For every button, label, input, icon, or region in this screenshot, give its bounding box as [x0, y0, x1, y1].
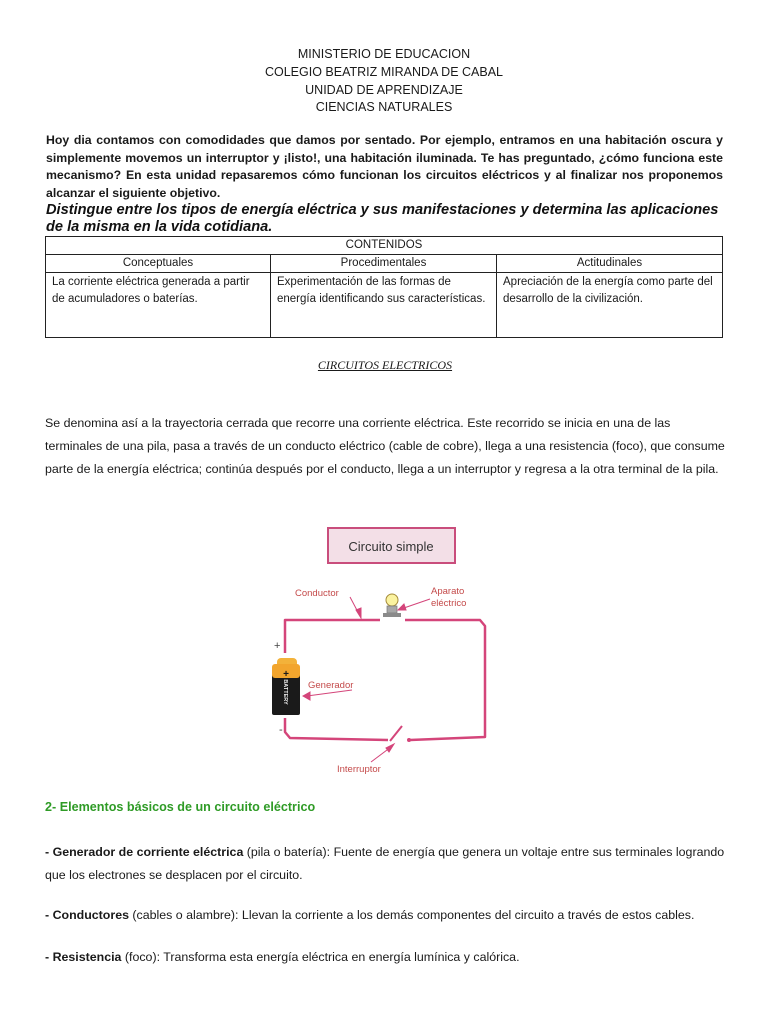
element-item-conductors — [45, 904, 725, 927]
header-ministry: MINISTERIO DE EDUCACION — [297, 47, 471, 61]
contents-table — [45, 236, 723, 338]
cell-conceptuales: La corriente eléctrica generada a partir de acumuladores o baterías. — [46, 273, 271, 338]
element-item-resistance — [45, 946, 725, 969]
element-item-generator — [45, 841, 725, 887]
item-term: - Generador de corriente eléctrica — [45, 845, 244, 859]
circuit-definition-paragraph: Se denomina así a la trayectoria cerrada que recorre una corriente eléctrica. Este recorrido se inicia en una de las terminales de una pila, pasa a través de un conducto eléctrico (cable de cobre), llega a una resistencia (foco), que consume parte de la energía eléctrica; continúa después por el conducto, llega a un interruptor y regresa a la otra terminal de la pila. — [45, 416, 725, 477]
elements-heading: 2- Elementos básicos de un circuito eléctrico — [45, 800, 316, 814]
aparato-label-line2: eléctrico — [431, 598, 467, 609]
column-header-conceptuales: Conceptuales — [46, 255, 271, 273]
cell-actitudinales: Apreciación de la energía como parte del desarrollo de la civilización. — [497, 273, 723, 338]
interruptor-label: Interruptor — [337, 764, 381, 775]
header-subject: CIENCIAS NATURALES — [315, 100, 453, 115]
battery-icon — [272, 658, 300, 715]
header-school: COLEGIO BEATRIZ MIRANDA DE CABAL — [264, 64, 503, 79]
conductor-label: Conductor — [295, 588, 339, 599]
column-header-actitudinales: Actitudinales — [497, 255, 723, 273]
item-description: (cables o alambre): Llevan la corriente a los demás componentes del circuito a través de estos cables. — [128, 908, 695, 922]
aparato-label-line1: Aparato — [431, 586, 465, 597]
diagram-title: Circuito simple — [348, 539, 434, 554]
switch-lever — [390, 726, 402, 741]
item-term: - Resistencia — [45, 950, 122, 964]
document-header — [0, 46, 768, 117]
generador-label: Generador — [308, 680, 354, 691]
battery-label: BATTERY — [282, 679, 288, 705]
battery-plus-sign: + — [283, 669, 289, 680]
switch-contact — [407, 738, 411, 742]
intro-paragraph: Hoy dia contamos con comodidades que damos por sentado. Por ejemplo, entramos en una habitación oscura y simplemente movemos un interruptor y ¡listo!, una habitación iluminada. Te has preguntado, ¿cómo funciona este mecanismo? En esta unidad repasaremos cómo funcionan los circuitos eléctricos y al finalizar nos proponemos alcanzar el siguiente objetivo. — [46, 133, 723, 200]
item-description: (foco): Transforma esta energía eléctrica en energía lumínica y calórica. — [121, 950, 520, 964]
section-title: CIRCUITOS ELECTRICOS — [317, 358, 453, 372]
contents-table-title: CONTENIDOS — [46, 237, 723, 255]
positive-terminal-sign: + — [274, 640, 281, 652]
objective-statement: Distingue entre los tipos de energía eléctrica y sus manifestaciones y determina las aplicaciones de la misma en la vida cotidiana. — [46, 202, 719, 235]
item-description: (pila o batería): Fuente de energía que genera un voltaje entre sus terminales logrando que los electrones se desplacen por el circuito. — [45, 845, 725, 882]
lightbulb-icon — [383, 594, 401, 617]
cell-procedimentales: Experimentación de las formas de energía identificando sus características. — [271, 273, 497, 338]
simple-circuit-diagram — [255, 520, 515, 782]
header-unit: UNIDAD DE APRENDIZAJE — [305, 82, 463, 97]
negative-terminal-sign: - — [279, 724, 283, 736]
item-term: - Conductores — [45, 908, 129, 922]
column-header-procedimentales: Procedimentales — [271, 255, 497, 273]
